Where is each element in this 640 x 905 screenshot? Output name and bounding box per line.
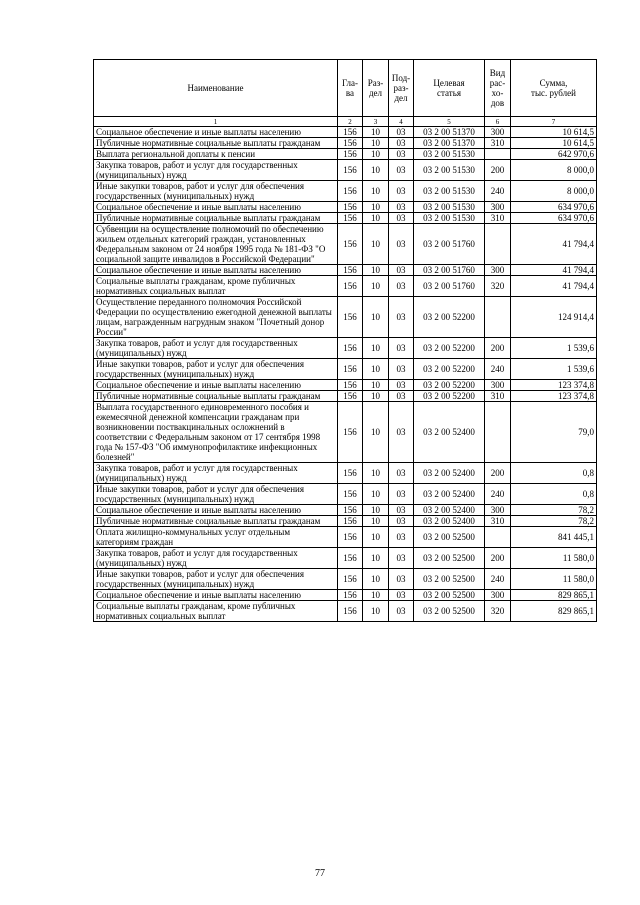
cell-section: 10 [363,601,389,622]
table-row [94,297,597,338]
cell-expense: 300 [485,202,511,213]
cell-subsection: 03 [389,463,414,484]
cell-section: 10 [363,359,389,380]
cell-name: Социальное обеспечение и иные выплаты населению [94,380,338,391]
cell-section: 10 [363,138,389,149]
cell-chapter: 156 [338,516,363,527]
cell-expense: 320 [485,276,511,297]
cell-name: Социальное обеспечение и иные выплаты населению [94,127,338,138]
cell-subsection: 03 [389,213,414,224]
cell-sum: 79,0 [511,402,597,463]
cell-expense [485,527,511,548]
column-number: 1 [94,117,338,127]
cell-section: 10 [363,213,389,224]
cell-target: 03 2 00 52500 [414,527,485,548]
cell-sum: 841 445,1 [511,527,597,548]
table-row [94,548,597,569]
cell-subsection: 03 [389,402,414,463]
cell-chapter: 156 [338,149,363,160]
table-row [94,569,597,590]
cell-section: 10 [363,505,389,516]
cell-chapter: 156 [338,160,363,181]
cell-section: 10 [363,297,389,338]
cell-chapter: 156 [338,527,363,548]
cell-sum: 78,2 [511,505,597,516]
cell-subsection: 03 [389,505,414,516]
header-expense: Вид рас- хо- дов [485,60,511,117]
cell-subsection: 03 [389,265,414,276]
cell-subsection: 03 [389,380,414,391]
cell-name: Иные закупки товаров, работ и услуг для обеспечения государственных (муниципальных) нужд [94,359,338,380]
cell-target: 03 2 00 51370 [414,127,485,138]
cell-name: Закупка товаров, работ и услуг для государственных (муниципальных) нужд [94,160,338,181]
cell-sum: 11 580,0 [511,569,597,590]
column-number: 2 [338,117,363,127]
cell-chapter: 156 [338,127,363,138]
cell-expense [485,402,511,463]
column-number: 5 [414,117,485,127]
cell-section: 10 [363,338,389,359]
cell-section: 10 [363,569,389,590]
cell-target: 03 2 00 52500 [414,548,485,569]
cell-name: Оплата жилищно-коммунальных услуг отдельным категориям граждан [94,527,338,548]
cell-expense: 240 [485,569,511,590]
cell-subsection: 03 [389,516,414,527]
cell-chapter: 156 [338,569,363,590]
cell-subsection: 03 [389,548,414,569]
cell-sum: 123 374,8 [511,391,597,402]
table-row [94,463,597,484]
cell-expense: 310 [485,138,511,149]
cell-target: 03 2 00 51530 [414,213,485,224]
cell-section: 10 [363,402,389,463]
cell-sum: 124 914,4 [511,297,597,338]
table-row [94,138,597,149]
header-row [94,60,597,117]
cell-target: 03 2 00 52400 [414,484,485,505]
header-name: Наименование [94,60,338,117]
cell-sum: 0,8 [511,484,597,505]
cell-chapter: 156 [338,265,363,276]
cell-chapter: 156 [338,463,363,484]
table-row [94,276,597,297]
cell-sum: 829 865,1 [511,601,597,622]
cell-expense [485,224,511,265]
cell-subsection: 03 [389,484,414,505]
cell-expense: 200 [485,338,511,359]
table-row [94,590,597,601]
cell-chapter: 156 [338,181,363,202]
cell-chapter: 156 [338,359,363,380]
cell-target: 03 2 00 52500 [414,601,485,622]
cell-name: Закупка товаров, работ и услуг для государственных (муниципальных) нужд [94,548,338,569]
cell-sum: 41 794,4 [511,224,597,265]
cell-name: Иные закупки товаров, работ и услуг для обеспечения государственных (муниципальных) нужд [94,181,338,202]
cell-target: 03 2 00 51530 [414,149,485,160]
table-row [94,484,597,505]
cell-expense: 310 [485,213,511,224]
cell-name: Социальные выплаты гражданам, кроме публичных нормативных социальных выплат [94,601,338,622]
cell-sum: 0,8 [511,463,597,484]
header-subsection: Под- раз- дел [389,60,414,117]
page-number: 77 [315,868,325,879]
cell-expense: 240 [485,484,511,505]
cell-name: Закупка товаров, работ и услуг для государственных (муниципальных) нужд [94,463,338,484]
table-row [94,402,597,463]
cell-subsection: 03 [389,160,414,181]
table-body [94,127,597,622]
cell-sum: 1 539,6 [511,359,597,380]
cell-section: 10 [363,265,389,276]
cell-name: Социальные выплаты гражданам, кроме публичных нормативных социальных выплат [94,276,338,297]
cell-expense: 300 [485,127,511,138]
cell-name: Публичные нормативные социальные выплаты гражданам [94,391,338,402]
cell-section: 10 [363,516,389,527]
cell-expense [485,149,511,160]
cell-name: Социальное обеспечение и иные выплаты населению [94,590,338,601]
cell-name: Публичные нормативные социальные выплаты гражданам [94,138,338,149]
column-number: 4 [389,117,414,127]
cell-sum: 41 794,4 [511,265,597,276]
cell-sum: 11 580,0 [511,548,597,569]
cell-sum: 8 000,0 [511,160,597,181]
cell-subsection: 03 [389,527,414,548]
cell-section: 10 [363,463,389,484]
table-row [94,160,597,181]
cell-expense: 300 [485,265,511,276]
cell-subsection: 03 [389,276,414,297]
cell-subsection: 03 [389,569,414,590]
cell-subsection: 03 [389,590,414,601]
cell-target: 03 2 00 52200 [414,391,485,402]
cell-section: 10 [363,224,389,265]
header-chapter: Гла- ва [338,60,363,117]
column-number: 6 [485,117,511,127]
cell-section: 10 [363,590,389,601]
table-row [94,359,597,380]
cell-expense: 200 [485,160,511,181]
cell-subsection: 03 [389,138,414,149]
cell-chapter: 156 [338,505,363,516]
header-sum: Сумма, тыс. рублей [511,60,597,117]
cell-chapter: 156 [338,601,363,622]
cell-expense: 200 [485,548,511,569]
table-row [94,202,597,213]
budget-table [93,59,597,622]
cell-subsection: 03 [389,338,414,359]
table-row [94,338,597,359]
table-row [94,224,597,265]
cell-name: Выплата государственного единовременного пособия и ежемесячной денежной компенсации гражданам при возникновении поствакцинальных осложнений в соответствии с Федеральным законом от 17 сентября 1998 года № 157-ФЗ "Об иммунопрофилактике инфекционных болезней" [94,402,338,463]
cell-target: 03 2 00 51760 [414,276,485,297]
cell-sum: 78,2 [511,516,597,527]
cell-expense: 300 [485,590,511,601]
cell-chapter: 156 [338,402,363,463]
table-row [94,601,597,622]
cell-name: Социальное обеспечение и иные выплаты населению [94,505,338,516]
cell-chapter: 156 [338,202,363,213]
cell-section: 10 [363,276,389,297]
cell-sum: 1 539,6 [511,338,597,359]
cell-expense: 240 [485,359,511,380]
cell-subsection: 03 [389,359,414,380]
cell-section: 10 [363,181,389,202]
cell-sum: 8 000,0 [511,181,597,202]
cell-name: Выплата региональной доплаты к пенсии [94,149,338,160]
cell-expense: 300 [485,505,511,516]
table-row [94,265,597,276]
table-row [94,127,597,138]
cell-target: 03 2 00 51760 [414,265,485,276]
cell-name: Публичные нормативные социальные выплаты гражданам [94,516,338,527]
cell-chapter: 156 [338,338,363,359]
cell-chapter: 156 [338,380,363,391]
cell-sum: 642 970,6 [511,149,597,160]
cell-sum: 634 970,6 [511,213,597,224]
cell-chapter: 156 [338,138,363,149]
column-number-row [94,117,597,127]
cell-target: 03 2 00 51530 [414,181,485,202]
cell-subsection: 03 [389,601,414,622]
cell-chapter: 156 [338,391,363,402]
cell-sum: 41 794,4 [511,276,597,297]
cell-expense: 300 [485,380,511,391]
cell-section: 10 [363,548,389,569]
cell-target: 03 2 00 52200 [414,380,485,391]
cell-target: 03 2 00 52400 [414,505,485,516]
table-row [94,149,597,160]
cell-subsection: 03 [389,149,414,160]
cell-expense: 240 [485,181,511,202]
cell-target: 03 2 00 52200 [414,338,485,359]
table-row [94,527,597,548]
cell-name: Иные закупки товаров, работ и услуг для обеспечения государственных (муниципальных) нужд [94,569,338,590]
cell-section: 10 [363,202,389,213]
table-row [94,505,597,516]
cell-target: 03 2 00 52400 [414,463,485,484]
cell-expense [485,297,511,338]
cell-target: 03 2 00 51530 [414,202,485,213]
table-row [94,391,597,402]
cell-sum: 10 614,5 [511,138,597,149]
cell-subsection: 03 [389,391,414,402]
cell-name: Иные закупки товаров, работ и услуг для обеспечения государственных (муниципальных) нужд [94,484,338,505]
cell-subsection: 03 [389,127,414,138]
cell-section: 10 [363,380,389,391]
cell-name: Социальное обеспечение и иные выплаты населению [94,265,338,276]
cell-target: 03 2 00 52200 [414,297,485,338]
cell-target: 03 2 00 51760 [414,224,485,265]
table-row [94,516,597,527]
cell-subsection: 03 [389,224,414,265]
cell-chapter: 156 [338,213,363,224]
column-number: 7 [511,117,597,127]
cell-expense: 310 [485,391,511,402]
cell-target: 03 2 00 52500 [414,590,485,601]
cell-section: 10 [363,527,389,548]
cell-subsection: 03 [389,181,414,202]
cell-section: 10 [363,127,389,138]
cell-section: 10 [363,484,389,505]
cell-name: Закупка товаров, работ и услуг для государственных (муниципальных) нужд [94,338,338,359]
cell-sum: 829 865,1 [511,590,597,601]
cell-chapter: 156 [338,484,363,505]
cell-chapter: 156 [338,548,363,569]
cell-chapter: 156 [338,590,363,601]
cell-chapter: 156 [338,224,363,265]
cell-target: 03 2 00 51370 [414,138,485,149]
cell-name: Публичные нормативные социальные выплаты гражданам [94,213,338,224]
cell-section: 10 [363,391,389,402]
cell-expense: 310 [485,516,511,527]
cell-section: 10 [363,149,389,160]
cell-expense: 200 [485,463,511,484]
cell-target: 03 2 00 51530 [414,160,485,181]
cell-chapter: 156 [338,276,363,297]
table-row [94,380,597,391]
cell-target: 03 2 00 52500 [414,569,485,590]
cell-target: 03 2 00 52400 [414,516,485,527]
cell-subsection: 03 [389,202,414,213]
cell-name: Осуществление переданного полномочия Российской Федерации по осуществлению ежегодной денежной выплаты лицам, награжденным нагрудным знаком "Почетный донор России" [94,297,338,338]
header-section: Раз- дел [363,60,389,117]
cell-subsection: 03 [389,297,414,338]
cell-target: 03 2 00 52200 [414,359,485,380]
cell-chapter: 156 [338,297,363,338]
header-target: Целевая статья [414,60,485,117]
cell-expense: 320 [485,601,511,622]
table-row [94,181,597,202]
table-row [94,213,597,224]
cell-section: 10 [363,160,389,181]
cell-name: Субвенции на осуществление полномочий по обеспечению жильем отдельных категорий граждан, установленных Федеральным законом от 24 ноября 1995 года № 181-ФЗ "О социальной защите инвалидов в Российской Федерации" [94,224,338,265]
cell-sum: 634 970,6 [511,202,597,213]
cell-target: 03 2 00 52400 [414,402,485,463]
column-number: 3 [363,117,389,127]
cell-name: Социальное обеспечение и иные выплаты населению [94,202,338,213]
cell-sum: 10 614,5 [511,127,597,138]
cell-sum: 123 374,8 [511,380,597,391]
